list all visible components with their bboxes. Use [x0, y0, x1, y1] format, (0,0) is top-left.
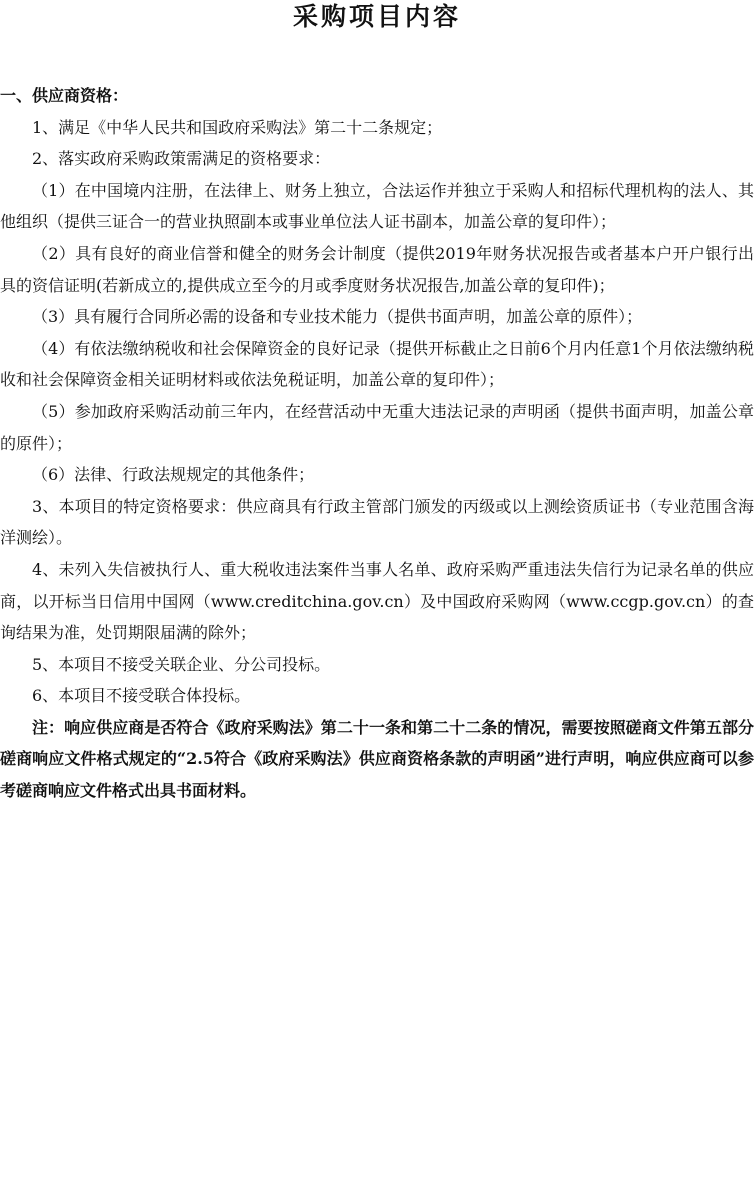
paragraph-item-5: 5、本项目不接受关联企业、分公司投标。 — [32, 654, 331, 674]
paragraph-sub-4: （4）有依法缴纳税收和社会保障资金的良好记录（提供开标截止之日前6个月内任意1个月依法缴纳税收和社会保障资金相关证明材料或依法免税证明，加盖公章的复印件）； — [0, 338, 754, 390]
paragraph-item-1: 1、满足《中华人民共和国政府采购法》第二十二条规定； — [32, 117, 443, 137]
note-paragraph: 注：响应供应商是否符合《政府采购法》第二十一条和第二十二条的情况，需要按照磋商文件第五部分磋商响应文件格式规定的“2.5符合《政府采购法》供应商资格条款的声明函”进行声明，响应供应商可以参考磋商响应文件格式出具书面材料。 — [0, 717, 754, 801]
paragraph-sub-6: （6）法律、行政法规规定的其他条件； — [32, 465, 315, 485]
paragraph-item-6: 6、本项目不接受联合体投标。 — [32, 686, 251, 706]
paragraph-item-3: 3、本项目的特定资格要求：供应商具有行政主管部门颁发的丙级或以上测绘资质证书（专业范围含海洋测绘）。 — [0, 496, 754, 548]
paragraph-sub-2: （2）具有良好的商业信誉和健全的财务会计制度（提供2019年财务状况报告或者基本户开户银行出具的资信证明(若新成立的,提供成立至今的月或季度财务状况报告,加盖公章的复印件)； — [0, 243, 754, 295]
paragraph-sub-3: （3）具有履行合同所必需的设备和专业技术能力（提供书面声明，加盖公章的原件）； — [32, 307, 643, 327]
section-heading: 一、供应商资格： — [0, 86, 129, 105]
paragraph-sub-5: （5）参加政府采购活动前三年内，在经营活动中无重大违法记录的声明函（提供书面声明，加盖公章的原件）； — [0, 401, 754, 453]
document-body — [0, 80, 754, 807]
paragraph-sub-1: （1）在中国境内注册，在法律上、财务上独立，合法运作并独立于采购人和招标代理机构的法人、其他组织（提供三证合一的营业执照副本或事业单位法人证书副本，加盖公章的复印件）； — [0, 180, 754, 232]
page-title: 采购项目内容 — [292, 2, 461, 31]
paragraph-item-2: 2、落实政府采购政策需满足的资格要求： — [32, 149, 331, 169]
paragraph-item-4: 4、未列入失信被执行人、重大税收违法案件当事人名单、政府采购严重违法失信行为记录名单的供应商，以开标当日信用中国网（www.creditchina.gov.cn）及中国政府采购网（www.ccgp.gov.cn）的查询结果为准，处罚期限届满的除外； — [0, 559, 754, 643]
